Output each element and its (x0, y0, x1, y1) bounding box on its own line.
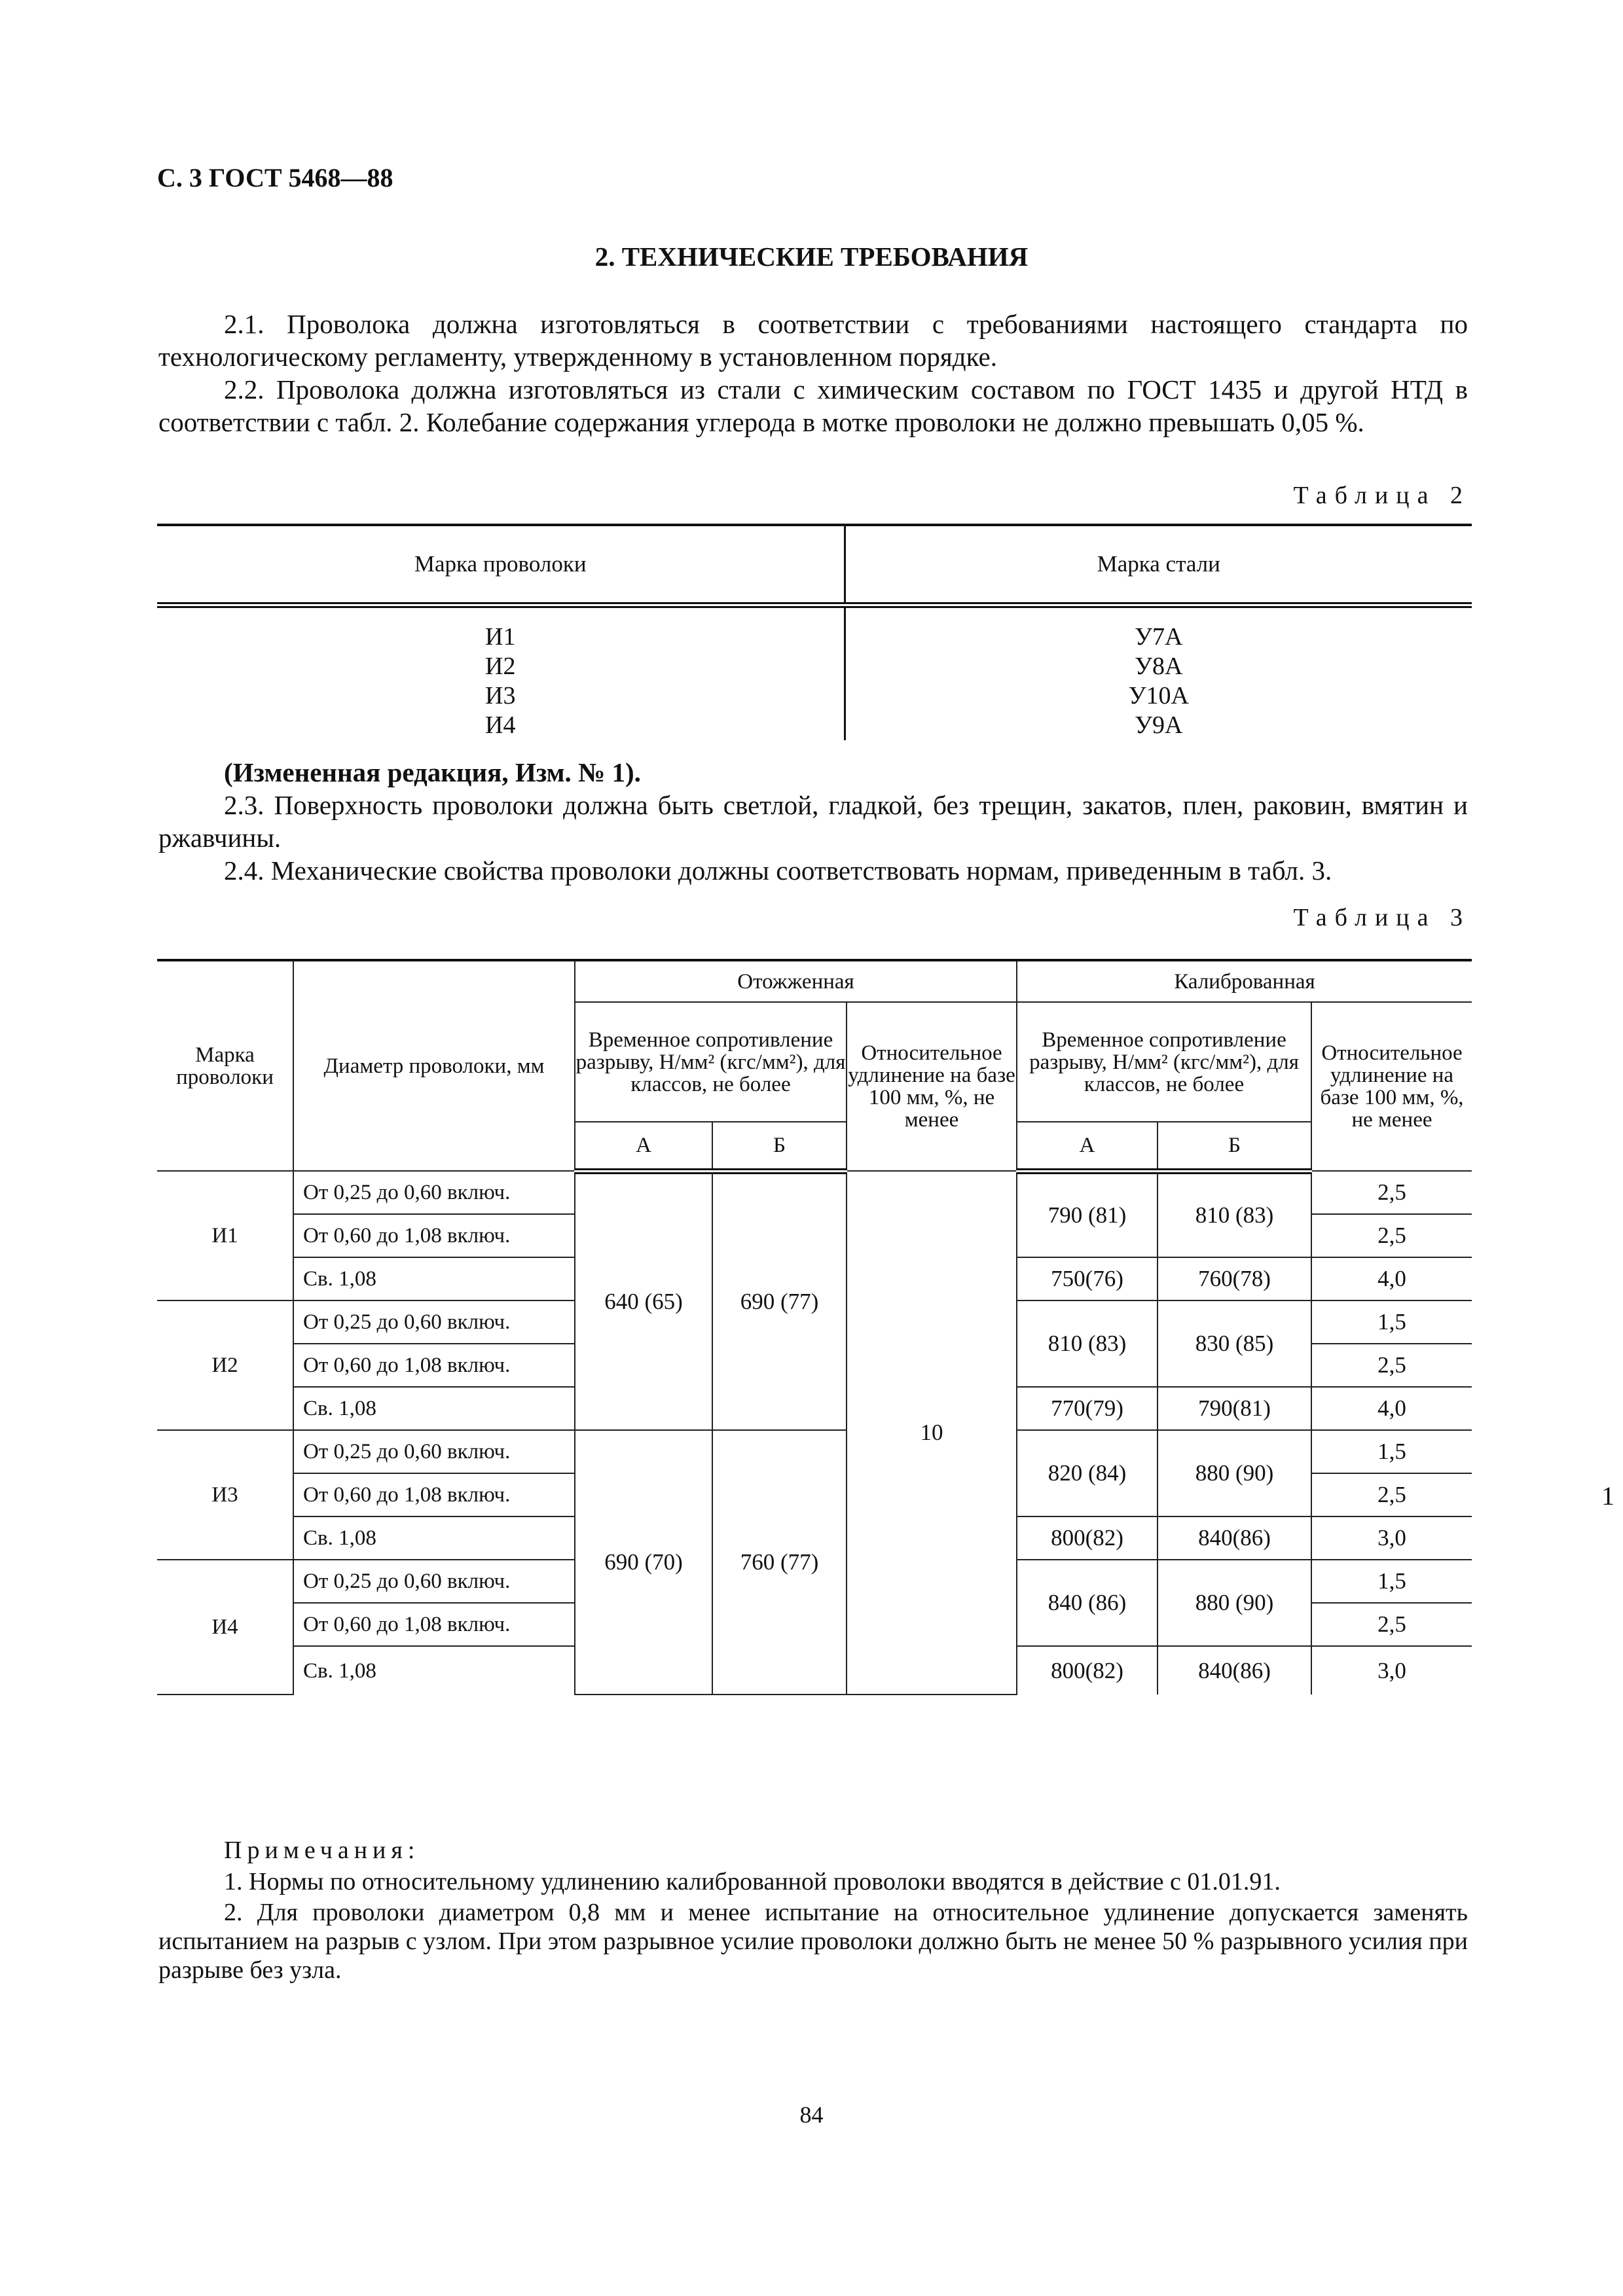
table3-cal-elongation: 1,5 (1311, 1560, 1472, 1603)
table3-diameter: Св. 1,08 (293, 1257, 575, 1300)
paragraph-2-1: 2.1. Проволока должна изготовляться в соответствии с требованиями настоящего стандарта по технологическому регламенту, утвержденному в установленном порядке. (158, 309, 1468, 372)
table3-cal-b: 880 (90) (1158, 1430, 1311, 1516)
table3-cal-a: 820 (84) (1017, 1430, 1158, 1516)
table2-cell: У8А (1135, 653, 1183, 680)
table3-header-diameter: Диаметр проволоки, мм (293, 960, 575, 1171)
table3-ann-b: 760 (77) (712, 1430, 847, 1695)
table2-header-steel-grade: Марка стали (845, 525, 1472, 605)
table3-grade: И1 (157, 1171, 293, 1300)
note-2: 2. Для проволоки диаметром 0,8 мм и менее испытание на относительное удлинение допускается заменять испытанием на разрыв с узлом. При этом разрывное усилие проволоки должно быть не менее 50 % разрывного усилия при разрыве без узла. (158, 1899, 1468, 1984)
table3-diameter: От 0,25 до 0,60 включ. (293, 1300, 575, 1344)
table3-caption: Таблица 3 (1293, 904, 1470, 931)
table3-ann-a: 690 (70) (575, 1430, 712, 1695)
table3-cal-elongation: 1,5 (1311, 1300, 1472, 1344)
table2-col-steel-grades (845, 605, 1472, 741)
table3-header-calibrated-elongation: Относительное удлинение на базе 100 мм, %, не менее (1311, 1002, 1472, 1171)
table3-header-annealed: Отожженная (575, 960, 1017, 1002)
table3-header-calibrated-strength: Временное сопротивление разрыву, Н/мм² (кгс/мм²), для классов, не более (1017, 1002, 1311, 1122)
table3-header-annealed-elongation: Относительное удлинение на базе 100 мм, %, не менее (847, 1002, 1017, 1171)
table3-cal-b: 790(81) (1158, 1387, 1311, 1430)
table3-diameter: От 0,25 до 0,60 включ. (293, 1171, 575, 1214)
table3-ann-a: 640 (65) (575, 1171, 712, 1430)
table2-cell: У10А (1128, 682, 1189, 709)
table3-cal-a: 790 (81) (1017, 1171, 1158, 1257)
table2-cell: И1 (485, 623, 516, 651)
table3-cal-elongation: 2,5 (1311, 1214, 1472, 1257)
table3-header-class-b: Б (712, 1122, 847, 1171)
table-2 (157, 524, 1472, 740)
table3-cal-elongation: 2,5 (1311, 1603, 1472, 1646)
table3-diameter: От 0,25 до 0,60 включ. (293, 1430, 575, 1473)
table3-cal-a: 750(76) (1017, 1257, 1158, 1300)
table3-diameter: От 0,25 до 0,60 включ. (293, 1560, 575, 1603)
table2-cell: У9А (1135, 711, 1183, 739)
table2-cell: И2 (485, 653, 516, 680)
table3-cal-elongation: 3,0 (1311, 1516, 1472, 1560)
notes-title: Примечания: (224, 1837, 420, 1864)
table3-diameter: От 0,60 до 1,08 включ. (293, 1473, 575, 1516)
table3-header-annealed-strength: Временное сопротивление разрыву, Н/мм² (кгс/мм²), для классов, не более (575, 1002, 847, 1122)
table3-cal-elongation: 2,5 (1311, 1171, 1472, 1214)
table3-cal-elongation: 3,0 (1311, 1646, 1472, 1695)
table3-cal-b: 760(78) (1158, 1257, 1311, 1300)
page-number: 84 (799, 2102, 824, 2128)
table3-cal-b: 840(86) (1158, 1516, 1311, 1560)
table2-header-wire-grade: Марка проволоки (157, 525, 845, 605)
table2-cell: И4 (485, 711, 516, 739)
table3-header-class-a: А (575, 1122, 712, 1171)
table3-ann-elongation: 10 (847, 1171, 1017, 1695)
table3-cal-a: 800(82) (1017, 1646, 1158, 1695)
table3-cal-elongation: 1,5 (1311, 1430, 1472, 1473)
table3-diameter: От 0,60 до 1,08 включ. (293, 1214, 575, 1257)
table3-grade: И4 (157, 1560, 293, 1695)
table3-cal-a: 800(82) (1017, 1516, 1158, 1560)
section-title: 2. ТЕХНИЧЕСКИЕ ТРЕБОВАНИЯ (594, 242, 1029, 272)
table3-header-class-b: Б (1158, 1122, 1311, 1171)
paragraph-2-3: 2.3. Поверхность проволоки должна быть светлой, гладкой, без трещин, закатов, плен, раковин, вмятин и ржавчины. (158, 790, 1468, 853)
table3-cal-a: 770(79) (1017, 1387, 1158, 1430)
table3-cal-b: 830 (85) (1158, 1300, 1311, 1387)
table3-diameter: Св. 1,08 (293, 1387, 575, 1430)
table3-diameter: Св. 1,08 (293, 1646, 575, 1695)
paragraph-2-4: 2.4. Механические свойства проволоки должны соответствовать нормам, приведенным в табл. 3. (224, 855, 1332, 886)
table3-header-class-a: А (1017, 1122, 1158, 1171)
amendment-note: (Измененная редакция, Изм. № 1). (224, 757, 641, 787)
page-header: С. 3 ГОСТ 5468—88 (157, 163, 393, 192)
margin-mark: 1 (1601, 1481, 1614, 1511)
table3-cal-a: 810 (83) (1017, 1300, 1158, 1387)
table2-cell: У7А (1135, 623, 1183, 651)
table3-cal-a: 840 (86) (1017, 1560, 1158, 1646)
table3-cal-elongation: 4,0 (1311, 1387, 1472, 1430)
table3-header-calibrated: Калиброванная (1017, 960, 1472, 1002)
table3-cal-elongation: 2,5 (1311, 1473, 1472, 1516)
table3-cal-b: 880 (90) (1158, 1560, 1311, 1646)
table3-diameter: От 0,60 до 1,08 включ. (293, 1344, 575, 1387)
table3-cal-b: 840(86) (1158, 1646, 1311, 1695)
table3-cal-elongation: 2,5 (1311, 1344, 1472, 1387)
table2-cell: И3 (485, 682, 516, 709)
table3-grade: И3 (157, 1430, 293, 1560)
table3-cal-b: 810 (83) (1158, 1171, 1311, 1257)
table3-ann-b: 690 (77) (712, 1171, 847, 1430)
table3-diameter: Св. 1,08 (293, 1516, 575, 1560)
table3-diameter: От 0,60 до 1,08 включ. (293, 1603, 575, 1646)
table-3 (157, 959, 1472, 1695)
note-1: 1. Нормы по относительному удлинению калиброванной проволоки вводятся в действие с 01.01.91. (224, 1868, 1281, 1895)
table2-col-wire-grades (157, 605, 845, 741)
table3-header-grade: Марка проволоки (157, 960, 293, 1171)
table3-grade: И2 (157, 1300, 293, 1430)
table3-cal-elongation: 4,0 (1311, 1257, 1472, 1300)
paragraph-2-2: 2.2. Проволока должна изготовляться из стали с химическим составом по ГОСТ 1435 и другой НТД в соответствии с табл. 2. Колебание содержания углерода в мотке проволоки не должно превышать 0,05 %. (158, 374, 1468, 437)
table2-caption: Таблица 2 (1293, 482, 1470, 509)
